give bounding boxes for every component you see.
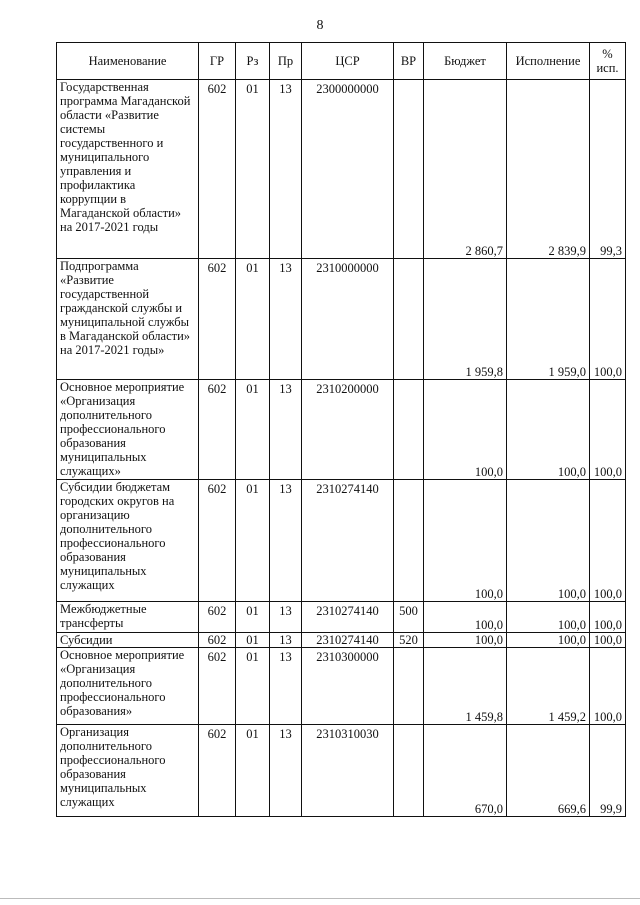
row-vr: 520 [394, 633, 424, 648]
row-percent: 100,0 [590, 633, 626, 648]
row-pr: 13 [270, 633, 302, 648]
page-bottom-divider [0, 898, 640, 899]
table-row [57, 602, 626, 633]
row-execution: 100,0 [507, 480, 590, 602]
table-row [57, 259, 626, 380]
page-number: 8 [316, 18, 324, 33]
row-execution: 1 959,0 [507, 259, 590, 380]
row-name: Организация дополнительного профессионального образования муниципальных служащих [57, 725, 199, 817]
row-pr: 13 [270, 259, 302, 380]
budget-execution-table [56, 42, 626, 817]
table-row [57, 633, 626, 648]
header-percent: % исп. [590, 43, 626, 80]
row-budget: 670,0 [424, 725, 507, 817]
row-percent: 100,0 [590, 480, 626, 602]
header-gr: ГР [199, 43, 236, 80]
row-budget: 100,0 [424, 380, 507, 480]
row-vr [394, 725, 424, 817]
row-rz: 01 [236, 480, 270, 602]
row-csr: 2310310030 [302, 725, 394, 817]
row-execution: 100,0 [507, 602, 590, 633]
row-percent: 100,0 [590, 380, 626, 480]
row-name: Субсидии [57, 633, 199, 648]
row-vr [394, 380, 424, 480]
row-csr: 2310274140 [302, 602, 394, 633]
row-csr: 2310300000 [302, 648, 394, 725]
row-name: Субсидии бюджетам городских округов на организацию дополнительного профессионального образования муниципальных служащих [57, 480, 199, 602]
header-rz: Рз [236, 43, 270, 80]
row-gr: 602 [199, 602, 236, 633]
table-row [57, 648, 626, 725]
row-execution: 100,0 [507, 380, 590, 480]
row-csr: 2310274140 [302, 633, 394, 648]
row-vr [394, 80, 424, 259]
row-csr: 2300000000 [302, 80, 394, 259]
table-row [57, 480, 626, 602]
row-percent: 100,0 [590, 648, 626, 725]
row-name: Основное мероприятие «Организация дополнительного профессионального образования» [57, 648, 199, 725]
row-gr: 602 [199, 633, 236, 648]
row-percent: 100,0 [590, 602, 626, 633]
row-pr: 13 [270, 480, 302, 602]
row-gr: 602 [199, 480, 236, 602]
row-rz: 01 [236, 725, 270, 817]
row-budget: 100,0 [424, 480, 507, 602]
row-gr: 602 [199, 380, 236, 480]
row-rz: 01 [236, 633, 270, 648]
table-row [57, 80, 626, 259]
row-pr: 13 [270, 648, 302, 725]
header-csr: ЦСР [302, 43, 394, 80]
row-vr [394, 480, 424, 602]
row-rz: 01 [236, 380, 270, 480]
row-rz: 01 [236, 259, 270, 380]
row-gr: 602 [199, 259, 236, 380]
row-rz: 01 [236, 648, 270, 725]
row-percent: 100,0 [590, 259, 626, 380]
row-csr: 2310200000 [302, 380, 394, 480]
table-header-row [57, 43, 626, 80]
row-name: Государственная программа Магаданской области «Развитие системы государственного и муниципального управления и профилактика коррупции в Магаданской области» на 2017-2021 годы [57, 80, 199, 259]
row-gr: 602 [199, 80, 236, 259]
row-budget: 100,0 [424, 633, 507, 648]
row-gr: 602 [199, 725, 236, 817]
row-execution: 669,6 [507, 725, 590, 817]
header-name: Наименование [57, 43, 199, 80]
row-pr: 13 [270, 602, 302, 633]
row-execution: 100,0 [507, 633, 590, 648]
table-row [57, 725, 626, 817]
row-execution: 2 839,9 [507, 80, 590, 259]
row-percent: 99,9 [590, 725, 626, 817]
header-budget: Бюджет [424, 43, 507, 80]
row-gr: 602 [199, 648, 236, 725]
row-csr: 2310274140 [302, 480, 394, 602]
row-rz: 01 [236, 80, 270, 259]
row-budget: 1 959,8 [424, 259, 507, 380]
row-name: Основное мероприятие «Организация дополнительного профессионального образования муниципальных служащих» [57, 380, 199, 480]
row-name: Подпрограмма «Развитие государственной гражданской службы и муниципальной службы в Магаданской области» на 2017-2021 годы» [57, 259, 199, 380]
row-budget: 1 459,8 [424, 648, 507, 725]
row-rz: 01 [236, 602, 270, 633]
row-vr [394, 259, 424, 380]
row-budget: 2 860,7 [424, 80, 507, 259]
row-vr: 500 [394, 602, 424, 633]
header-pr: Пр [270, 43, 302, 80]
row-csr: 2310000000 [302, 259, 394, 380]
row-pr: 13 [270, 725, 302, 817]
row-pr: 13 [270, 380, 302, 480]
header-execution: Исполнение [507, 43, 590, 80]
row-pr: 13 [270, 80, 302, 259]
table-row [57, 380, 626, 480]
row-vr [394, 648, 424, 725]
row-budget: 100,0 [424, 602, 507, 633]
row-name: Межбюджетные трансферты [57, 602, 199, 633]
row-percent: 99,3 [590, 80, 626, 259]
header-vr: ВР [394, 43, 424, 80]
row-execution: 1 459,2 [507, 648, 590, 725]
